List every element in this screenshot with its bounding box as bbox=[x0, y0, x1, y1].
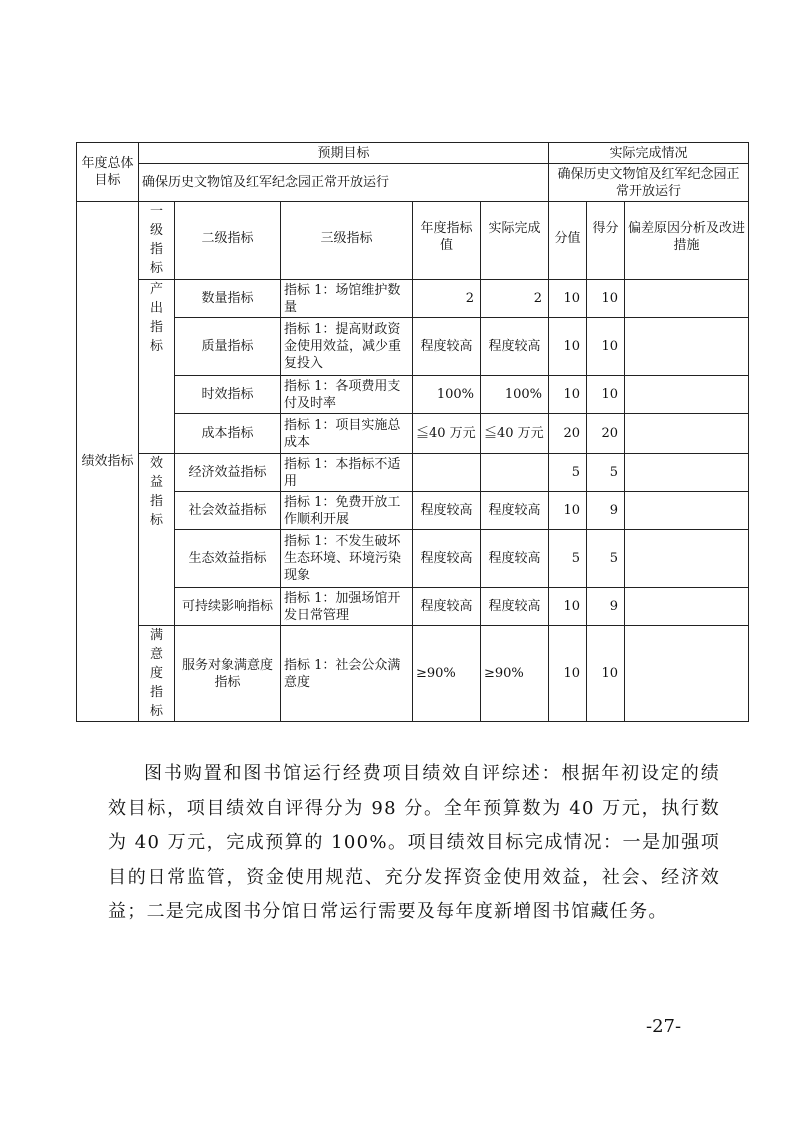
table-row bbox=[77, 530, 749, 588]
group-label: 产 出 指 标 bbox=[139, 280, 175, 454]
level2-cell: 可持续影响指标 bbox=[175, 588, 281, 626]
actual-cell: 2 bbox=[481, 280, 549, 318]
reason-cell bbox=[625, 588, 749, 626]
summary-paragraph: 图书购置和图书馆运行经费项目绩效自评综述：根据年初设定的绩效目标，项目绩效自评得分为 98 分。全年预算数为 40 万元，执行数为 40 万元，完成预算的 100%。项目绩效目标完成情况：一是加强项目的日常监管，资金使用规范、充分发挥资金使用效益，社会、经济效益；二是完成图书分馆日常运行需要及每年度新增图书馆藏任务。 bbox=[108, 763, 720, 922]
reason-cell bbox=[625, 414, 749, 454]
header-level1: 一 级 指 标 bbox=[139, 202, 175, 280]
expected-label: 预期目标 bbox=[139, 143, 549, 164]
score-value-cell: 5 bbox=[549, 530, 587, 588]
target-cell: ≥90% bbox=[413, 626, 481, 722]
perf-label: 绩效指标 bbox=[77, 202, 139, 722]
reason-cell bbox=[625, 492, 749, 530]
level2-cell: 生态效益指标 bbox=[175, 530, 281, 588]
table-row bbox=[77, 318, 749, 376]
level2-cell: 服务对象满意度指标 bbox=[175, 626, 281, 722]
table-row bbox=[77, 414, 749, 454]
level3-cell: 指标 1：本指标不适用 bbox=[281, 454, 413, 492]
actual-cell bbox=[481, 454, 549, 492]
level3-cell: 指标 1：加强场馆开发日常管理 bbox=[281, 588, 413, 626]
target-cell: 程度较高 bbox=[413, 588, 481, 626]
header-actual: 实际完成 bbox=[481, 202, 549, 280]
score-cell: 5 bbox=[587, 454, 625, 492]
score-value-cell: 10 bbox=[549, 492, 587, 530]
header-level3: 三级指标 bbox=[281, 202, 413, 280]
level2-cell: 质量指标 bbox=[175, 318, 281, 376]
header-score-got: 得分 bbox=[587, 202, 625, 280]
group-label: 满 意 度 指 标 bbox=[139, 626, 175, 722]
level3-cell: 指标 1：各项费用支付及时率 bbox=[281, 376, 413, 414]
level3-cell: 指标 1：提高财政资金使用效益，减少重复投入 bbox=[281, 318, 413, 376]
page-number: -27- bbox=[646, 1016, 682, 1037]
target-cell: 程度较高 bbox=[413, 530, 481, 588]
score-value-cell: 10 bbox=[549, 280, 587, 318]
target-cell: 程度较高 bbox=[413, 318, 481, 376]
table-row bbox=[77, 626, 749, 722]
actual-cell: ≥90% bbox=[481, 626, 549, 722]
level2-cell: 社会效益指标 bbox=[175, 492, 281, 530]
header-target: 年度指标值 bbox=[413, 202, 481, 280]
performance-table bbox=[76, 142, 749, 722]
actual-cell: 100% bbox=[481, 376, 549, 414]
score-cell: 9 bbox=[587, 492, 625, 530]
level3-cell: 指标 1：不发生破坏生态环境、环境污染现象 bbox=[281, 530, 413, 588]
reason-cell bbox=[625, 626, 749, 722]
score-cell: 10 bbox=[587, 376, 625, 414]
reason-cell bbox=[625, 376, 749, 414]
actual-cell: 程度较高 bbox=[481, 588, 549, 626]
score-cell: 9 bbox=[587, 588, 625, 626]
level2-cell: 数量指标 bbox=[175, 280, 281, 318]
header-level2: 二级指标 bbox=[175, 202, 281, 280]
score-cell: 20 bbox=[587, 414, 625, 454]
target-cell: 100% bbox=[413, 376, 481, 414]
actual-cell: ≦40 万元 bbox=[481, 414, 549, 454]
actual-cell: 程度较高 bbox=[481, 318, 549, 376]
table-row bbox=[77, 588, 749, 626]
target-cell: 程度较高 bbox=[413, 492, 481, 530]
score-cell: 10 bbox=[587, 626, 625, 722]
level2-cell: 经济效益指标 bbox=[175, 454, 281, 492]
reason-cell bbox=[625, 280, 749, 318]
level3-cell: 指标 1：社会公众满意度 bbox=[281, 626, 413, 722]
target-cell: ≦40 万元 bbox=[413, 414, 481, 454]
group-label: 效 益 指 标 bbox=[139, 454, 175, 626]
level2-cell: 成本指标 bbox=[175, 414, 281, 454]
level3-cell: 指标 1：场馆维护数量 bbox=[281, 280, 413, 318]
target-cell: 2 bbox=[413, 280, 481, 318]
score-value-cell: 20 bbox=[549, 414, 587, 454]
reason-cell bbox=[625, 318, 749, 376]
score-cell: 5 bbox=[587, 530, 625, 588]
actual-cell: 程度较高 bbox=[481, 492, 549, 530]
score-value-cell: 10 bbox=[549, 376, 587, 414]
score-value-cell: 10 bbox=[549, 318, 587, 376]
expected-text: 确保历史文物馆及红军纪念园正常开放运行 bbox=[139, 164, 549, 202]
table-row bbox=[77, 454, 749, 492]
table-row bbox=[77, 376, 749, 414]
score-cell: 10 bbox=[587, 280, 625, 318]
table-row bbox=[77, 280, 749, 318]
year-goal-label: 年度总体目标 bbox=[77, 143, 139, 202]
actual-cell: 程度较高 bbox=[481, 530, 549, 588]
score-cell: 10 bbox=[587, 318, 625, 376]
reason-cell bbox=[625, 454, 749, 492]
reason-cell bbox=[625, 530, 749, 588]
target-cell bbox=[413, 454, 481, 492]
score-value-cell: 10 bbox=[549, 588, 587, 626]
actual-label: 实际完成情况 bbox=[549, 143, 749, 164]
table-row bbox=[77, 492, 749, 530]
header-reason: 偏差原因分析及改进措施 bbox=[625, 202, 749, 280]
actual-text: 确保历史文物馆及红军纪念园正常开放运行 bbox=[549, 164, 749, 202]
level2-cell: 时效指标 bbox=[175, 376, 281, 414]
header-score-value: 分值 bbox=[549, 202, 587, 280]
score-value-cell: 5 bbox=[549, 454, 587, 492]
level3-cell: 指标 1：免费开放工作顺利开展 bbox=[281, 492, 413, 530]
score-value-cell: 10 bbox=[549, 626, 587, 722]
level3-cell: 指标 1：项目实施总成本 bbox=[281, 414, 413, 454]
